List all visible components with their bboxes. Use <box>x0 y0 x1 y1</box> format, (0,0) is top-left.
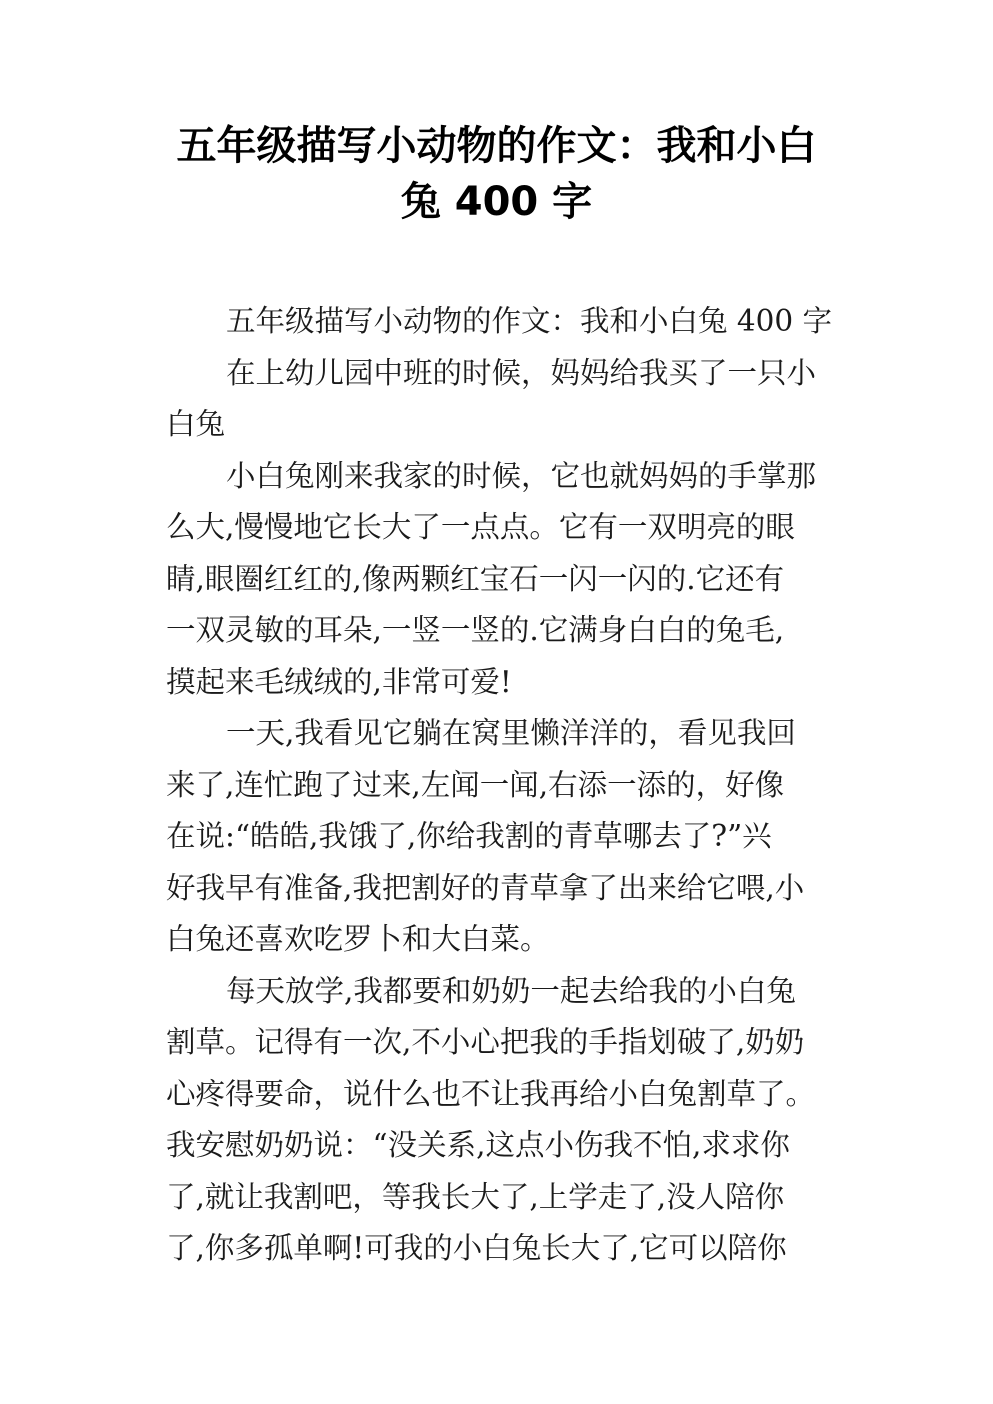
paragraph-line: 五年级描写小动物的作文：我和小白兔 400 字 <box>226 304 833 338</box>
paragraph-line: 心疼得要命，说什么也不让我再给小白兔割草了。 <box>166 1076 816 1111</box>
paragraph-line: 一天,我看见它躺在窝里懒洋洋的，看见我回 <box>226 716 796 750</box>
paragraph-line: 来了,连忙跑了过来,左闻一闻,右添一添的，好像 <box>166 767 785 802</box>
paragraph-subtitle <box>166 296 836 348</box>
paragraph-line: 割草。记得有一次,不小心把我的手指划破了,奶奶 <box>166 1025 805 1059</box>
paragraph-3 <box>166 708 836 966</box>
paragraph-4 <box>166 966 836 1275</box>
paragraph-line: 了,你多孤单啊!可我的小白兔长大了,它可以陪你 <box>166 1231 787 1265</box>
paragraph-line: 小白兔刚来我家的时候，它也就妈妈的手掌那 <box>226 458 817 493</box>
paragraph-line: 了,就让我割吧，等我长大了,上学走了,没人陪你 <box>166 1179 785 1214</box>
document-body <box>166 296 836 1275</box>
paragraph-line: 好我早有准备,我把割好的青草拿了出来给它喂,小 <box>166 870 805 905</box>
paragraph-1 <box>166 348 836 451</box>
title-line: 五年级描写小动物的作文：我和小白 <box>176 123 817 169</box>
paragraph-line: 白兔 <box>166 407 226 441</box>
paragraph-line: 白兔还喜欢吃罗卜和大白菜。 <box>166 922 550 956</box>
paragraph-line: 在说:“皓皓,我饿了,你给我割的青草哪去了?”兴 <box>166 819 772 853</box>
paragraph-line: 我安慰奶奶说：“没关系,这点小伤我不怕,求求你 <box>166 1128 790 1162</box>
paragraph-line: 每天放学,我都要和奶奶一起去给我的小白兔 <box>226 973 796 1008</box>
paragraph-line: 一双灵敏的耳朵,一竖一竖的.它满身白白的兔毛, <box>166 613 785 647</box>
document-title <box>160 118 833 230</box>
title-line: 兔 400 字 <box>400 179 593 225</box>
paragraph-line: 么大,慢慢地它长大了一点点。它有一双明亮的眼 <box>166 510 795 544</box>
paragraph-line: 摸起来毛绒绒的,非常可爱! <box>166 664 512 699</box>
paragraph-line: 睛,眼圈红红的,像两颗红宝石一闪一闪的.它还有 <box>166 561 785 596</box>
paragraph-line: 在上幼儿园中班的时候，妈妈给我买了一只小 <box>226 355 817 390</box>
paragraph-2 <box>166 451 836 709</box>
